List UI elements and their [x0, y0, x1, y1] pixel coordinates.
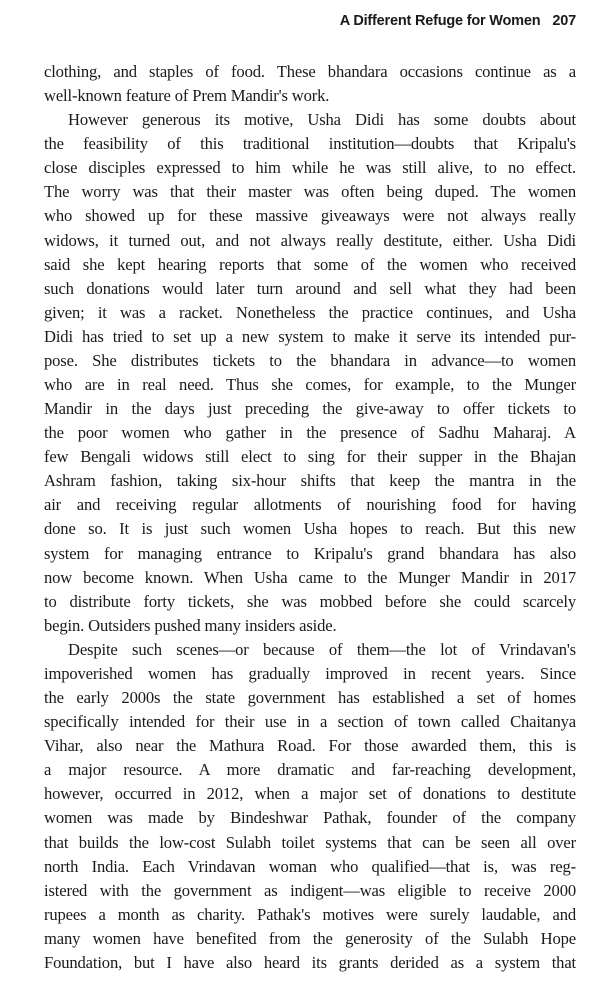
text-line: however, occurred in 2012, when a major set of donations to destitute	[44, 784, 576, 804]
text-line: now become known. When Usha came to the Munger Mandir in 2017	[44, 567, 576, 587]
text-line: widows, it turned out, and not always really destitute, either. Usha Didi	[44, 230, 576, 250]
text-line: clothing, and staples of food. These bhandara occasions continue as a	[44, 62, 576, 81]
text-line: Ashram fashion, taking six-hour shifts that keep the mantra in the	[44, 471, 576, 491]
paragraph	[44, 108, 576, 638]
text-line: Didi has tried to set up a new system to make it serve its intended pur-	[44, 326, 576, 346]
text-line: the early 2000s the state government has established a set of homes	[44, 688, 576, 708]
page-number: 207	[552, 13, 576, 29]
text-line: that builds the low-cost Sulabh toilet systems that can be seen all over	[44, 832, 576, 852]
text-line: specifically intended for their use in a section of town called Chaitanya	[44, 712, 576, 732]
text-line: women was made by Bindeshwar Pathak, founder of the company	[44, 808, 576, 828]
text-line: north India. Each Vrindavan woman who qualified—that is, was reg-	[44, 856, 576, 876]
text-line: The worry was that their master was often being duped. The women	[44, 182, 576, 202]
text-line: system for managing entrance to Kripalu's grand bhandara has also	[44, 543, 576, 563]
text-line: a major resource. A more dramatic and far-reaching development,	[44, 760, 576, 780]
text-line: such donations would later turn around and sell what they had been	[44, 278, 576, 298]
text-line: who showed up for these massive giveaways were not always really	[44, 206, 576, 226]
text-line: who are in real need. Thus she comes, for example, to the Munger	[44, 375, 576, 395]
body-text	[44, 60, 576, 975]
text-line: close disciples expressed to him while he was still alive, to no effect.	[44, 158, 576, 178]
text-line: done so. It is just such women Usha hopes to reach. But this new	[44, 519, 576, 539]
text-line: Foundation, but I have also heard its grants derided as a system that	[44, 952, 576, 972]
text-line: many women have benefited from the generosity of the Sulabh Hope	[44, 928, 576, 948]
text-line: well-known feature of Prem Mandir's work.	[44, 86, 330, 106]
text-line: few Bengali widows still elect to sing for their supper in the Bhajan	[44, 447, 576, 467]
running-title: A Different Refuge for Women	[339, 13, 541, 29]
text-line: impoverished women has gradually improved in recent years. Since	[44, 663, 576, 683]
running-head	[340, 13, 576, 29]
text-line: the feasibility of this traditional institution—doubts that Kripalu's	[44, 134, 576, 154]
text-line: However generous its motive, Usha Didi has some doubts about	[68, 110, 576, 130]
text-line: rupees a month as charity. Pathak's motives were surely laudable, and	[44, 904, 576, 924]
text-line: Despite such scenes—or because of them—the lot of Vrindavan's	[68, 639, 576, 659]
text-line: the poor women who gather in the presence of Sadhu Maharaj. A	[44, 423, 576, 443]
text-line: given; it was a racket. Nonetheless the practice continues, and Usha	[44, 302, 576, 322]
text-line: Vihar, also near the Mathura Road. For those awarded them, this is	[44, 736, 576, 756]
text-line: pose. She distributes tickets to the bhandara in advance—to women	[44, 350, 576, 370]
text-line: said she kept hearing reports that some of the women who received	[44, 254, 576, 274]
text-line: air and receiving regular allotments of nourishing food for having	[44, 495, 576, 515]
text-line: Mandir in the days just preceding the give-away to offer tickets to	[44, 399, 576, 419]
text-line: istered with the government as indigent—was eligible to receive 2000	[44, 880, 576, 900]
text-line: begin. Outsiders pushed many insiders aside.	[44, 615, 337, 635]
paragraph	[44, 60, 576, 108]
text-line: to distribute forty tickets, she was mobbed before she could scarcely	[44, 591, 576, 611]
paragraph	[44, 638, 576, 975]
